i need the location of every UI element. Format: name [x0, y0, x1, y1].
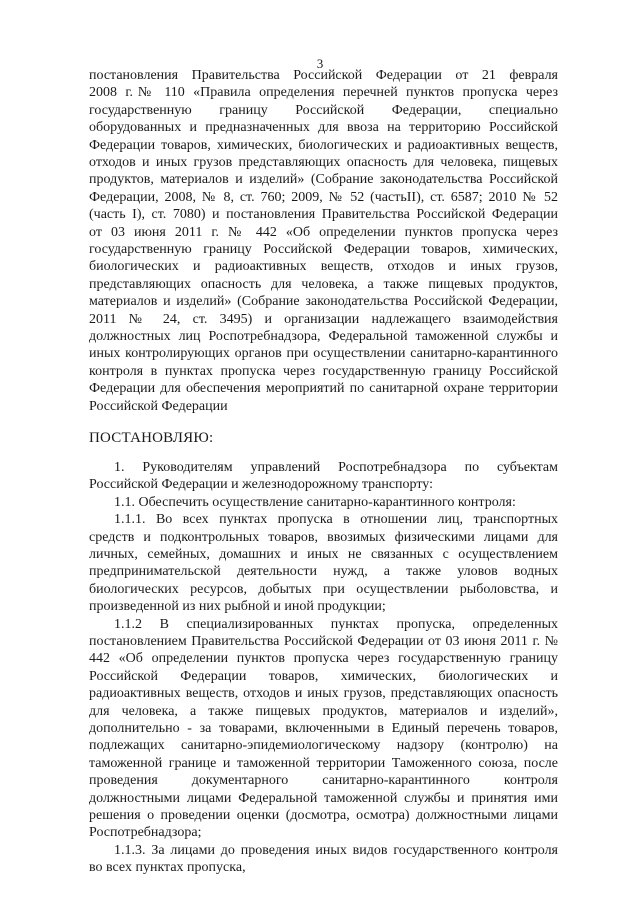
- text-line: представляющих опасность для человека, а также пищевых продуктов,: [89, 276, 558, 292]
- paragraph-line: проведения документарного санитарно-карантинного контроля: [89, 773, 558, 789]
- text-line: государственную границу Российской Федерации, специально: [89, 102, 558, 118]
- text-line: иных контролирующих органов при осуществлении санитарно-карантинного: [89, 346, 558, 362]
- paragraph-line: средств и подконтрольных товаров, ввозимых физическими лицами для: [89, 529, 558, 545]
- paragraph-line: таможенной границе и таможенной территории Таможенного союза, после: [89, 755, 558, 771]
- paragraph-line: произведенной из них рыбной и иной продукции;: [89, 599, 386, 615]
- paragraph-line: для человека, а также пищевых продуктов, материалов и изделий»,: [89, 703, 558, 719]
- paragraph-line: радиоактивных веществ, отходов и иных грузов, представляющих опасность: [89, 686, 558, 702]
- page-number: 3: [316, 56, 324, 71]
- text-line: Федерации для обеспечения мероприятий по санитарной охране территории: [89, 381, 558, 397]
- text-line: государственную границу Российской Федерации товаров, химических,: [89, 242, 558, 257]
- paragraph-line: Российской Федерации и железнодорожному транспорту:: [89, 477, 433, 493]
- text-line: продуктов, материалов и изделий» (Собрание законодательства Российской: [89, 172, 558, 188]
- page-title: ПОСТАНОВЛЯЮ:: [89, 430, 214, 446]
- text-line: от 03 июня 2011 г. № 442 «Об определении пунктов пропуска через: [89, 224, 558, 240]
- paragraph-line: во всех пунктах пропуска,: [89, 860, 246, 876]
- text-line: контроля в пунктах пропуска через государственную границу Российской: [89, 363, 558, 379]
- paragraph-line: 1. Руководителям управлений Роспотребнадзора по субъектам: [114, 460, 558, 475]
- paragraph-line: Российской Федерации товаров, химических, биологических и: [89, 668, 558, 684]
- paragraph-line: должностными лицами Федеральной таможенной службы и принятия ими: [89, 790, 558, 806]
- paragraph-line: предпринимательской деятельности нужд, а также уловов водных: [89, 564, 558, 580]
- paragraph-line: 442 «Об определении пунктов пропуска через государственную границу: [89, 651, 558, 667]
- paragraph-line: 1.1.2 В специализированных пунктах пропуска, определенных: [114, 616, 558, 632]
- text-line: оборудованных и предназначенных для ввоза на территорию Российской: [89, 120, 558, 136]
- paragraph-line: личных, семейных, домашних и иных не связанных с осуществлением: [89, 547, 558, 562]
- paragraph-line: решения о проведении оценки (досмотра, осмотра) должностными лицами: [89, 808, 558, 823]
- text-line: материалов и изделий» (Собрание законодательства Российской Федерации,: [89, 294, 558, 310]
- paragraph-line: биологических ресурсов, добытых при осуществлении рыболовства, и: [89, 581, 558, 597]
- text-line: отходов и иных грузов представляющих опасность для человека, пищевых: [89, 155, 558, 170]
- text-line: 2008 г.№ 110 «Правила определения перечней пунктов пропуска через: [89, 85, 558, 101]
- paragraph-line: подлежащих санитарно-эпидемиологическому надзору (контролю) на: [89, 738, 558, 754]
- text-line: биологических и радиоактивных веществ, отходов и иных грузов,: [89, 259, 558, 275]
- text-line: Российской Федерации: [89, 398, 228, 414]
- text-line: (часть I), ст. 7080) и постановления Правительства Российской Федерации: [89, 207, 558, 223]
- text-line: Федерации, 2008, № 8, ст. 760; 2009, № 52 (частьII), ст. 6587; 2010 № 52: [89, 189, 558, 205]
- paragraph-line: Роспотребнадзора;: [89, 825, 202, 841]
- paragraph-line: дополнительно - за товарами, включенными в Единый перечень товаров,: [89, 721, 558, 736]
- paragraph-line: 1.1.1. Во всех пунктах пропуска в отношении лиц, транспортных: [114, 512, 558, 528]
- text-line: 2011 № 24, ст. 3495) и организации надлежащего взаимодействия: [89, 311, 558, 327]
- text-line: должностных лиц Роспотребнадзора, Федеральной таможенной службы и: [89, 329, 558, 344]
- text-line: постановления Правительства Российской Федерации от 21 февраля: [89, 68, 558, 83]
- text-line: Федерации товаров, химических, биологических и радиоактивных веществ,: [89, 137, 558, 153]
- paragraph-line: 1.1.3. За лицами до проведения иных видов государственного контроля: [114, 842, 558, 858]
- paragraph-line: 1.1. Обеспечить осуществление санитарно-карантинного контроля:: [114, 494, 516, 510]
- paragraph-line: постановлением Правительства Российской Федерации от 03 июня 2011 г. №: [89, 634, 558, 649]
